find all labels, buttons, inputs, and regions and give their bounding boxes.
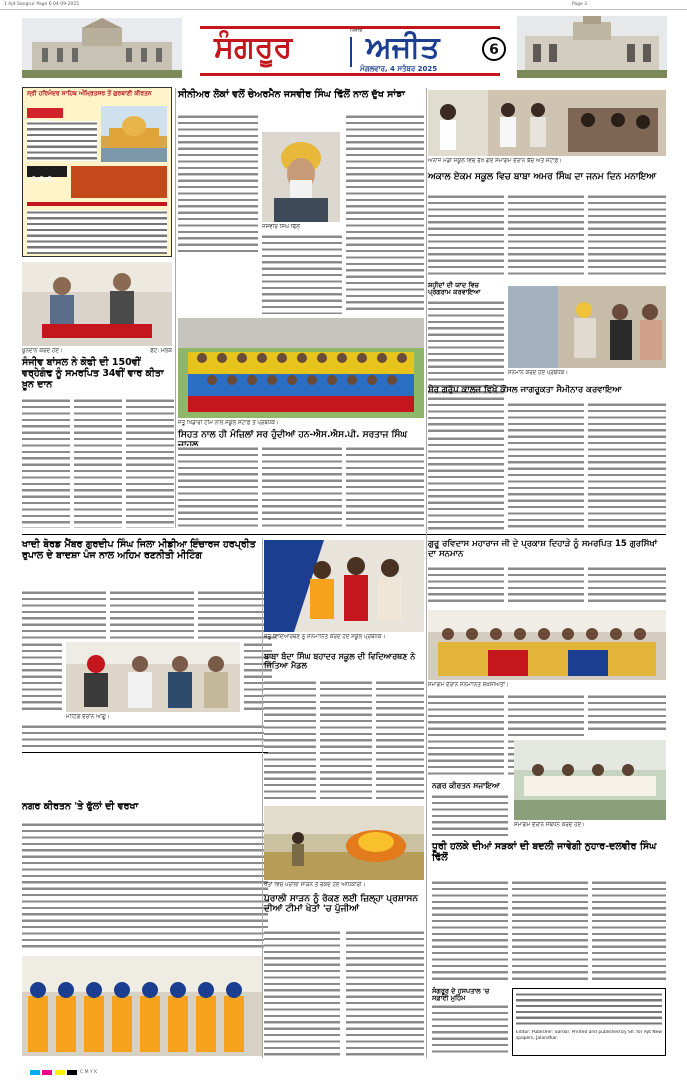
a13-col-1 (432, 880, 508, 980)
a2-caption: ਅਨਾਜ ਮੰਡੀ ਸਕੂਲ ਵਿਚ ਰੱਖੇ ਗਏ ਸਮਾਗਮ ਦੌਰਾਨ ਬੱਚੇ ਅਤੇ ਸਟਾਫ਼। (428, 158, 562, 164)
a9-col-2 (508, 566, 584, 606)
masthead-right-building (517, 16, 667, 78)
divider-mid-1 (22, 534, 666, 535)
a11-photo (22, 956, 262, 1056)
ad-line2-box (27, 166, 67, 183)
a5-caption: ਸਨਮਾਨ ਕਰਦੇ ਹੋਏ ਪ੍ਰਬੰਧਕ। (508, 370, 569, 376)
a1-col-2 (262, 234, 342, 314)
a10-headline: ਨਗਰ ਕੀਰਤਨ ਸਜਾਇਆ (432, 781, 501, 790)
footer-notice: Editor: Publisher: Sardar. Printed and published by Sh. for Ajit Newspapers, Jalandhar. (516, 1030, 662, 1041)
a9-col-6 (588, 694, 666, 734)
a6-col-1 (508, 402, 584, 530)
a8-caption: ਜੇਤੂ ਵਿਦਿਆਰਥਣ ਨੂੰ ਸਨਮਾਨਿਤ ਕਰਦੇ ਹੋਏ ਸਕੂਲ ਪ੍ਰਬੰਧਕ। (264, 634, 386, 640)
page-number-badge (482, 37, 506, 61)
a11-headline: ਨਗਰ ਕੀਰਤਨ 'ਤੇ ਫੁੱਲਾਂ ਦੀ ਵਰਖਾ (22, 801, 139, 812)
masthead-left-building (22, 18, 182, 78)
masthead-small-label: ਅਜੀਤ (350, 28, 363, 34)
a9-col-4 (428, 694, 504, 778)
a12-col-2 (346, 930, 424, 1056)
ad-temple-image (101, 106, 167, 162)
cmyk-magenta (42, 1070, 52, 1075)
printer-strip-right: Page 3 (571, 2, 587, 7)
masthead-title-right: ਅਜੀਤ (366, 30, 440, 65)
a5-headline: ਸ਼ਹੀਦਾਂ ਦੀ ਯਾਦ ਵਿਚ ਪ੍ਰੋਗਰਾਮ ਕਰਵਾਇਆ (428, 281, 481, 297)
ad-text-2 (27, 210, 167, 254)
a7-headline: ਖਾਦੀ ਬੋਰਡ ਮੈਂਬਰ ਗੁਰਦੀਪ ਸਿੰਘ ਜਿਲਾ ਮੀਡੀਆ ਇੰਚਾਰਜ ਹਰਪ੍ਰੀਤ ਰੁਪਾਲ ਦੇ ਬਾਦਸ਼ਾ ਪੰਜ ਨਾਲ ਅਹਿਮ ਰਣਨੀਤੀ ਮੀਟਿੰਗ (22, 539, 256, 561)
a9-photo (428, 610, 666, 680)
printer-strip (0, 0, 687, 10)
a2-photo (428, 90, 666, 156)
ad-title: ਸ੍ਰੀ ਹਰਿਮੰਦਰ ਸਾਹਿਬ ਅੰਮ੍ਰਿਤਸਰ ਤੋਂ ਗੁਰਬਾਣੀ ਕੀਰਤਨ (27, 90, 152, 97)
a12-col-1 (264, 930, 340, 1056)
printer-strip-left: 1 Ajit Sangrur Page 6 04-09-2025 (4, 2, 80, 7)
a9-col-1 (428, 566, 504, 606)
a4-caption: ਜੇਤੂ ਖਿਡਾਰੀ ਟੀਮ ਨਾਲ ਸਕੂਲ ਸਟਾਫ਼ ਤੇ ਪ੍ਰਬੰਧਕ। (178, 420, 279, 426)
a3-col-1 (22, 398, 70, 528)
cmyk-cyan (30, 1070, 40, 1075)
cmyk-strip (30, 1070, 78, 1078)
a6-col-2 (588, 402, 666, 530)
cmyk-labels (80, 1070, 97, 1075)
a13-col-2 (512, 880, 588, 980)
a14-caption: ਸਮਾਗਮ ਦੌਰਾਨ ਸੰਬੋਧਨ ਕਰਦੇ ਹੋਏ। (514, 822, 585, 828)
a1-col-3 (346, 114, 424, 314)
a7-col-2 (110, 590, 194, 640)
masthead-title-left: ਸੰਗਰੂਰ (214, 30, 293, 65)
ad-box (22, 87, 172, 257)
column-rule-2 (426, 88, 427, 1058)
a4-team-photo (178, 318, 424, 418)
masthead-title-box (200, 26, 500, 76)
column-rule-1 (175, 88, 176, 528)
cmyk-label-y: Y (89, 1070, 93, 1075)
cmyk-yellow (55, 1070, 65, 1075)
a5-text (428, 300, 504, 432)
ad-badge (27, 108, 63, 118)
cmyk-label-c: C (80, 1070, 84, 1075)
a12-photo (264, 806, 424, 880)
a7-side-left (22, 642, 62, 712)
a2-headline: ਅਕਾਲ ਏਕਮ ਸਕੂਲ ਵਿਚ ਬਾਬਾ ਅਮਰ ਸਿੰਘ ਦਾ ਜਨਮ ਦਿਨ ਮਨਾਇਆ (428, 172, 657, 182)
cmyk-black (67, 1070, 77, 1075)
a8-col-3 (376, 680, 424, 800)
a4-col-3 (346, 446, 424, 530)
page-number: 6 (489, 42, 499, 58)
cmyk-label-m: M (84, 1070, 89, 1075)
a1-photo-caption: ਜਸਵੀਰ ਸਿੰਘ ਢਿੱਲੋਂ (262, 224, 300, 230)
a3-col-3 (126, 398, 174, 528)
masthead-date: ਮੰਗਲਵਾਰ, 4 ਸਤੰਬਰ 2025 (360, 65, 438, 73)
ad-fire-image (71, 166, 167, 198)
footer-notice-box (512, 988, 666, 1056)
a8-headline: ਬਾਬਾ ਬੰਦਾ ਸਿੰਘ ਬਹਾਦਰ ਸਕੂਲ ਦੀ ਵਿਦਿਆਰਥਣ ਨੇ ਜਿੱਤਿਆ ਮੈਡਲ (264, 652, 416, 671)
a7-col-1 (22, 590, 106, 640)
a3-photo-credit: ਫੋਟੋ: ਮਲਕ (150, 348, 172, 354)
a4-headline: ਸਿਹਤ ਨਾਲ ਹੀ ਮੰਜ਼ਿਲਾਂ ਸਰ ਹੁੰਦੀਆਂ ਹਨ-ਐਸ.ਐਸ.ਪੀ. ਸਰਤਾਜ ਸਿੰਘ (178, 430, 408, 440)
a5-photo (508, 286, 666, 368)
a8-col-1 (264, 680, 316, 800)
a3-photo (22, 262, 172, 346)
masthead (22, 12, 667, 84)
a9-col-3 (588, 566, 666, 606)
a1-portrait (262, 132, 340, 222)
ad-line2: ਪੀ.ਟੀ.ਸੀ. (30, 176, 54, 183)
a7-photo-caption: ਮੀਟਿੰਗ ਦੌਰਾਨ ਆਗੂ। (66, 714, 110, 720)
a13-col-3 (592, 880, 666, 980)
a14-headline: ਸੰਗਰੂਰ ਦੇ ਹਸਪਤਾਲ 'ਚ ਸਫ਼ਾਈ ਮੁਹਿੰਮ (432, 987, 490, 1003)
a12-caption: ਖੇਤਾਂ ਵਿਚ ਪਰਾਲੀ ਸਾੜਨ ਤੋਂ ਰੋਕਦੇ ਹੋਏ ਅਧਿਕਾਰੀ। (264, 882, 366, 888)
a12-headline: ਪਰਾਲੀ ਸਾੜਨ ਨੂੰ ਰੋਕਣ ਲਈ ਜ਼ਿਲ੍ਹਾ ਪ੍ਰਸ਼ਾਸਨ ਦੀਆਂ ਟੀਮਾਂ ਖੇਤਾਂ 'ਚ ਪੁੱਜੀਆਂ (264, 894, 419, 915)
a1-col-1 (178, 114, 258, 254)
a8-photo (264, 540, 424, 632)
a9-headline: ਗੁਰੂ ਰਵਿਦਾਸ ਮਹਾਰਾਜ ਜੀ ਦੇ ਪ੍ਰਕਾਸ਼ ਦਿਹਾੜੇ ਨੂੰ ਸਮਰਪਿਤ 15 ਗੁਰਸਿੱਖਾਂ ਦਾ ਸਨਮਾਨ (428, 539, 658, 559)
a2-col-2 (508, 194, 584, 276)
a9-caption: ਸਮਾਗਮ ਦੌਰਾਨ ਸਨਮਾਨਿਤ ਸ਼ਖ਼ਸੀਅਤਾਂ। (428, 682, 509, 688)
footer-notice-lines (516, 992, 662, 1028)
a14-text (432, 1004, 508, 1056)
a3-photo-caption: ਖ਼ੂਨਦਾਨ ਕਰਦੇ ਹੋਏ। (22, 348, 63, 354)
a1-headline: ਸੀਨੀਅਰ ਲੋਕਾਂ ਵਲੋਂ ਚੇਅਰਮੈਨ ਜਸਵੀਰ ਸਿੰਘ ਢਿੱਲੋਂ ਨਾਲ ਦੁੱਖ ਸਾਂਝਾ (178, 89, 405, 100)
ad-red-strip (27, 202, 167, 206)
a2-col-3 (588, 194, 666, 276)
a6-col-0 (428, 436, 504, 530)
a2-col-1 (428, 194, 504, 276)
masthead-divider (350, 37, 352, 67)
a13-headline: ਧੂਰੀ ਹਲਕੇ ਦੀਆਂ ਸੜਕਾਂ ਦੀ ਬਦਲੀ ਜਾਵੇਗੀ ਨੁਹਾਰ-ਦਲਵੀਰ ਸਿੰਘ ਢਿੱਲੋਂ (432, 841, 657, 863)
a6-headline: ਸ਼ੇਰ ਗਰੁੱਪ ਕਾਲਜ ਵਿਖੇ ਕੌਂਸਲ ਜਾਗਰੂਕਤਾ ਸੈਮੀਨਾਰ ਕਰਵਾਇਆ (428, 385, 622, 395)
divider-mid-2 (22, 752, 268, 753)
a11-col-1 (22, 822, 268, 950)
a3-col-2 (74, 398, 122, 528)
a14-photo (514, 740, 666, 820)
a4-col-1 (178, 446, 258, 530)
column-rule-3 (262, 538, 263, 1058)
a4-col-2 (262, 446, 342, 530)
a10-text (432, 794, 508, 838)
cmyk-label-k: K (94, 1070, 98, 1075)
a7-photo (66, 642, 240, 712)
a3-headline: ਸੰਜੀਵ ਬਾਂਸਲ ਨੇ ਕੋਫੀ ਦੀ 150ਵੀਂ ਵਰ੍ਹੇਗੰਢ ਨੂੰ ਸਮਰਪਿਤ 34ਵੀਂ ਵਾਰ ਕੀਤਾ ਖ਼ੂਨ ਦਾਨ (22, 357, 164, 390)
a8-col-2 (320, 680, 372, 800)
a7-bottom (22, 724, 272, 748)
ad-text-1 (27, 121, 97, 161)
